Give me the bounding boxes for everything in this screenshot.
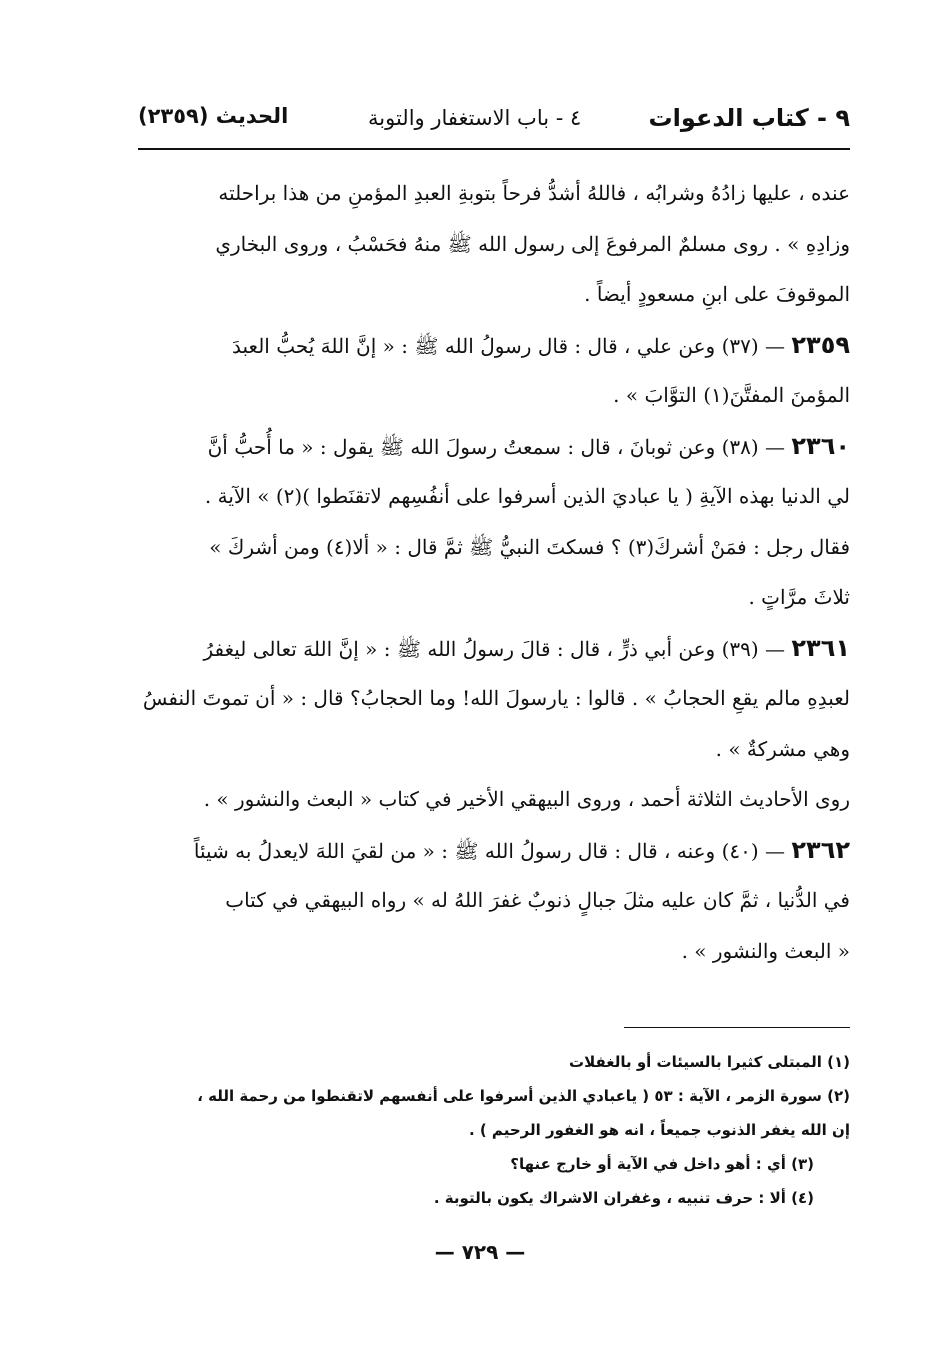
hadith-2359 [138, 320, 850, 371]
footnote-3: (٣) أي : أهو داخل في الآية أو خارج عنها؟ [510, 1155, 814, 1173]
footnote-2-continued: إن الله يغفر الذنوب جميعاً ، انه هو الغفور الرحيم ) . [468, 1121, 850, 1139]
text-line: لعبدِهِ مالم يقعِ الحجابُ » . قالوا : يارسولَ الله! وما الحجابُ؟ قال : « أن تموتَ النفسُ [142, 686, 850, 710]
text-line: وزادِهِ » . روى مسلمٌ المرفوعَ إلى رسول الله ﷺ منهُ فحَسْبُ ، وروى البخاري [215, 231, 850, 256]
chapter-title: ٤ - باب الاستغفار والتوبة [368, 106, 582, 130]
book-title: ٩ - كتاب الدعوات [648, 104, 850, 132]
footnote-1: (١) المبتلى كثيرا بالسيئات أو بالغفلات [569, 1053, 850, 1071]
hadith-number: ٢٣٦١ [791, 633, 850, 662]
text-line: عنده ، عليها زادُهُ وشرابُه ، فاللهُ أشدُّ فرحاً بتوبةِ العبدِ المؤمنِ من هذا براحلته [218, 181, 850, 205]
page-header [138, 100, 850, 144]
text-line: ثلاثَ مرَّاتٍ . [748, 585, 850, 609]
text-line: فقال رجل : فمَنْ أشركَ(٣) ؟ فسكتَ النبيُّ ﷺ ثمَّ قال : « ألا(٤) ومن أشركَ » [209, 534, 850, 559]
text-line: الموقوفَ على ابنِ مسعودٍ أيضاً . [584, 282, 850, 306]
footnote-4: (٤) ألا : حرف تنبيه ، وغفران الاشراك يكون بالتوبة . [433, 1189, 814, 1207]
hadith-range: الحديث (٢٣٥٩) [138, 104, 289, 128]
footnote-divider [624, 1027, 850, 1028]
text-line: « البعث والنشور » . [681, 938, 850, 963]
header-divider [138, 148, 850, 150]
footnote-2: (٢) سورة الزمر ، الآية : ٥٣ ( ياعبادي الذين أسرفوا على أنفسهم لاتقنطوا من رحمة الله ، [197, 1087, 850, 1105]
page-number: — ٧٢٩ — [434, 1240, 526, 1264]
hadith-text: — (٣٨) وعن ثوبانَ ، قال : سمعتُ رسولَ الله ﷺ يقول : « ما أُحبُّ أنَّ [207, 434, 786, 459]
hadith-2362 [138, 825, 850, 876]
hadith-text: — (٣٩) وعن أبي ذرٍّ ، قال : قالَ رسولُ الله ﷺ : « إنَّ اللهَ تعالى ليغفرُ [203, 636, 786, 661]
hadith-number: ٢٣٥٩ [791, 330, 850, 359]
hadith-text: — (٤٠) وعنه ، قال : قال رسولُ الله ﷺ : « من لقيَ اللهَ لايعدلُ به شيئاً [193, 838, 786, 863]
hadith-2360 [138, 421, 850, 472]
hadith-text: — (٣٧) وعن علي ، قال : قال رسولُ الله ﷺ : « إنَّ اللهَ يُحبُّ العبدَ [232, 333, 786, 358]
hadith-number: ٢٣٦٠ [791, 431, 850, 460]
footnotes [138, 1045, 850, 1215]
text-line: لي الدنيا بهذه الآيةِ ( يا عباديَ الذين أسرفوا على أنفُسِهم لاتقنَطوا )(٢) » الآية . [204, 484, 850, 508]
hadith-number: ٢٣٦٢ [791, 835, 850, 864]
main-text [138, 168, 850, 976]
source-note: روى الأحاديث الثلاثة أحمد ، وروى البيهقي الأخير في كتاب « البعث والنشور » . [203, 787, 850, 811]
text-line: المؤمنَ المفتَّنَ(١) التوَّابَ » . [613, 383, 850, 407]
hadith-2361 [138, 623, 850, 674]
text-line: في الدُّنيا ، ثمَّ كان عليه مثلَ جبالٍ ذنوبٌ غفرَ اللهُ له » رواه البيهقي في كتاب [225, 888, 850, 912]
text-line: وهي مشركةٌ » . [715, 736, 850, 761]
